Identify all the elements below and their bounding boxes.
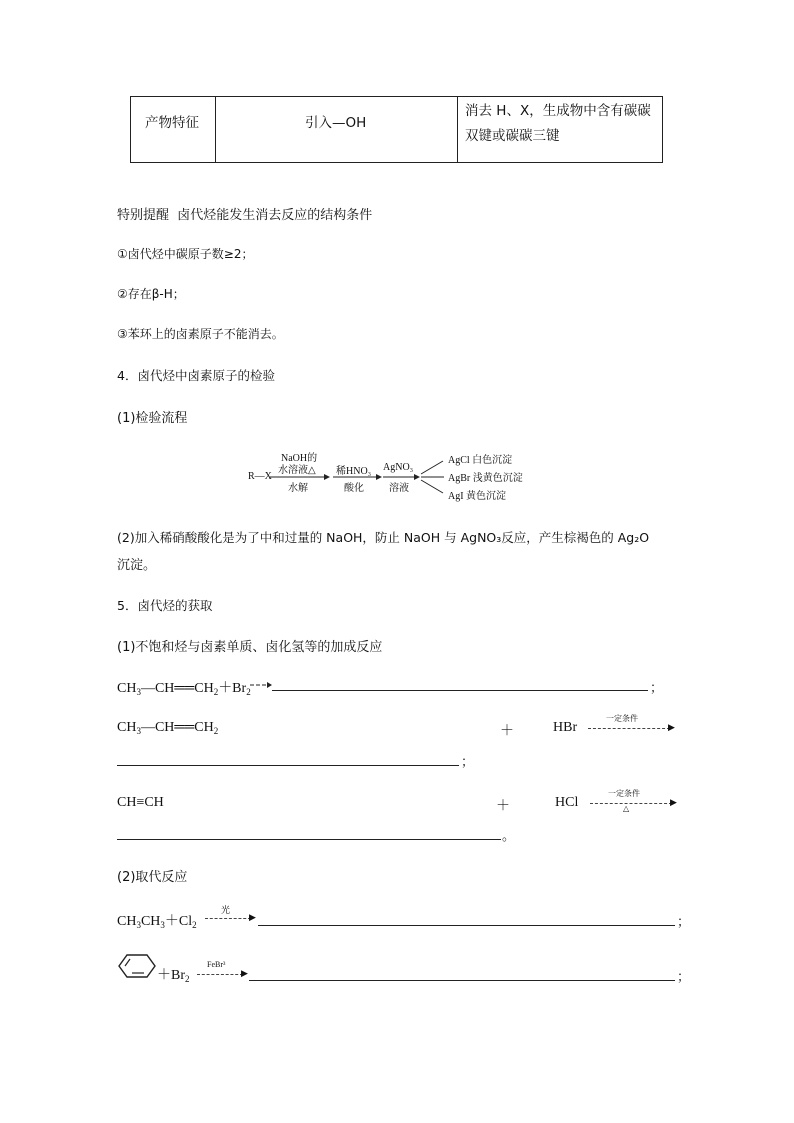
eq4-left: $CH_3CH_3+Cl_2$ bbox=[117, 914, 197, 930]
eq3-answer-blank[interactable] bbox=[117, 839, 501, 840]
eq3-condition-top: 一定条件 bbox=[608, 789, 640, 798]
eq3-reagent: HCl bbox=[555, 795, 579, 810]
flow-step2-top: 稀HNO₃ bbox=[336, 466, 372, 477]
eq5-arrow-head-icon: ▶ bbox=[241, 969, 248, 979]
eq1-answer-blank[interactable] bbox=[272, 690, 648, 691]
flow-start: R—X bbox=[248, 471, 272, 482]
eq2-arrow-head-icon: ▶ bbox=[668, 723, 675, 733]
benzene-ring-icon bbox=[117, 953, 157, 979]
flow-result-agbr: AgBr 浅黄色沉淀 bbox=[448, 473, 523, 484]
elimination-feature-line2: 双键或碳碳三键 bbox=[465, 128, 560, 144]
eq5-answer-blank[interactable] bbox=[249, 980, 675, 981]
eq4-arrow-head-icon: ▶ bbox=[249, 913, 256, 923]
eq3-arrow-head-icon: ▶ bbox=[670, 798, 677, 808]
section4-title: 4．卤代烃中卤素原子的检验 bbox=[117, 368, 275, 383]
eq5-reagent: $+Br_2$ bbox=[157, 968, 190, 984]
flow-step1-bottom: 水解 bbox=[288, 483, 308, 494]
reminder-label: 特别提醒 bbox=[117, 208, 170, 223]
flow-step1-top2: 水溶液△ bbox=[278, 465, 316, 476]
test-flow-diagram bbox=[248, 449, 558, 505]
eq2-reagent: HBr bbox=[553, 720, 578, 735]
eq5-condition: FeBr³ bbox=[207, 960, 226, 969]
eq3-left: CH≡CH bbox=[117, 795, 164, 810]
section4-sub2-line2: 沉淀。 bbox=[117, 558, 157, 573]
row-label: 产物特征 bbox=[145, 115, 199, 131]
flow-step3-top: AgNO₃ bbox=[383, 462, 414, 473]
reminder-item-2: ②存在β-H； bbox=[117, 287, 185, 301]
section5-title: 5．卤代烃的获取 bbox=[117, 598, 213, 613]
reminder-item-1: ①卤代烃中碳原子数≥2； bbox=[117, 247, 254, 261]
flow-step1-top1: NaOH的 bbox=[281, 453, 318, 464]
section4-sub2-line1: (2)加入稀硝酸酸化是为了中和过量的 NaOH，防止 NaOH 与 AgNO₃反应，产生棕褐色的 Ag₂O bbox=[117, 530, 650, 545]
eq2-condition: 一定条件 bbox=[606, 714, 638, 723]
section5-sub1: (1)不饱和烃与卤素单质、卤化氢等的加成反应 bbox=[117, 640, 383, 655]
eq2-answer-blank[interactable] bbox=[117, 765, 459, 766]
eq4-end: ； bbox=[677, 915, 691, 930]
table-cell-substitution bbox=[215, 97, 458, 162]
eq5-arrow-line bbox=[197, 974, 243, 975]
table-cell-elimination bbox=[457, 97, 662, 162]
section4-sub1: (1)检验流程 bbox=[117, 411, 188, 426]
eq2-left: $CH_3—CH══CH_2$ bbox=[117, 720, 219, 736]
table-cell-label bbox=[131, 97, 216, 162]
reminder-heading bbox=[117, 204, 372, 223]
flow-result-agi: AgI 黄色沉淀 bbox=[448, 491, 507, 502]
eq3-end: 。 bbox=[502, 829, 516, 844]
eq1-end: ； bbox=[650, 681, 664, 696]
eq1-left: $CH_3—CH══CH_2+Br_2$ bbox=[117, 681, 251, 697]
substitution-feature: 引入—OH bbox=[305, 115, 367, 131]
elimination-feature-line1: 消去 H、X，生成物中含有碳碳 bbox=[465, 103, 651, 119]
eq1-arrow-icon bbox=[250, 680, 272, 690]
eq4-answer-blank[interactable] bbox=[258, 925, 675, 926]
eq4-condition: 光 bbox=[221, 906, 231, 916]
eq3-condition-bottom: △ bbox=[623, 804, 630, 813]
flow-result-agcl: AgCl 白色沉淀 bbox=[448, 455, 513, 466]
section5-sub2: (2)取代反应 bbox=[117, 870, 188, 885]
eq4-arrow-line bbox=[205, 918, 251, 919]
eq2-end: ； bbox=[461, 755, 475, 770]
reminder-title: 卤代烃能发生消去反应的结构条件 bbox=[177, 208, 373, 223]
eq3-arrow-line bbox=[590, 803, 672, 804]
eq2-arrow-line bbox=[588, 728, 670, 729]
flow-step3-bottom: 溶液 bbox=[389, 483, 409, 494]
reminder-item-3: ③苯环上的卤素原子不能消去。 bbox=[117, 327, 284, 341]
eq3-plus: ＋ bbox=[496, 799, 510, 814]
properties-table bbox=[130, 96, 663, 163]
eq5-end: ； bbox=[677, 970, 691, 985]
eq2-plus: ＋ bbox=[500, 724, 514, 739]
flow-step2-bottom: 酸化 bbox=[344, 483, 364, 494]
